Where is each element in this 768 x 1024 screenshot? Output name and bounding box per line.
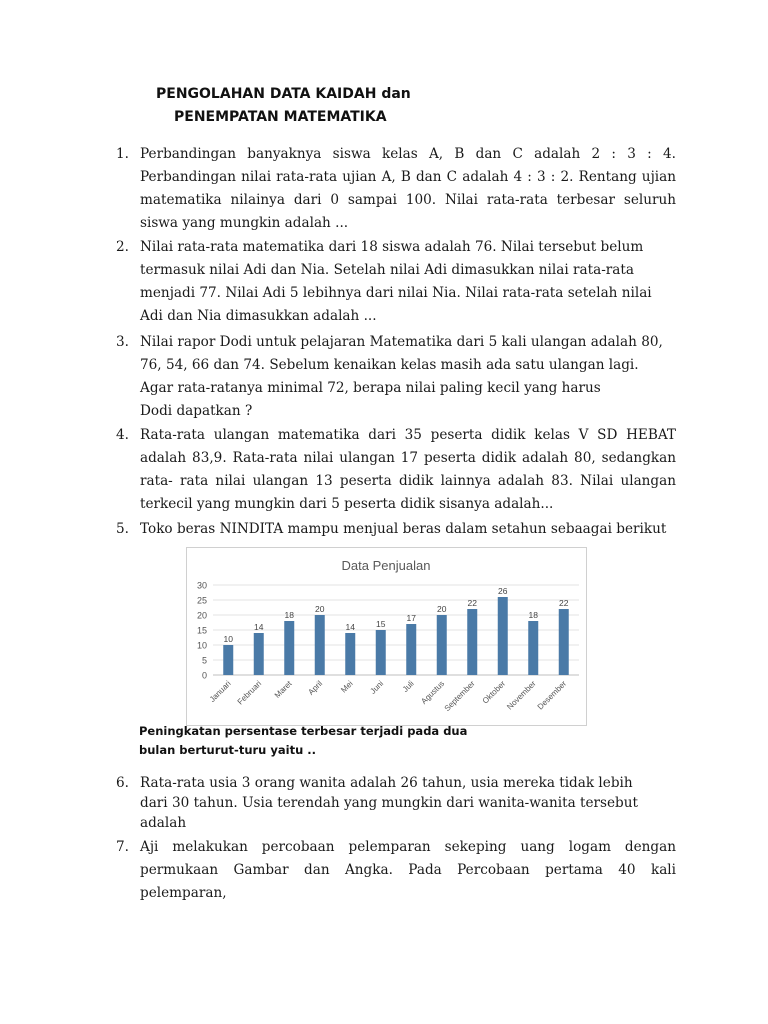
question-7 <box>116 836 676 905</box>
question-line: Rata-rata usia 3 orang wanita adalah 26 tahun, usia mereka tidak lebih <box>140 775 633 791</box>
question-number: 5. <box>116 521 129 537</box>
bar <box>498 597 508 675</box>
bar <box>223 645 233 675</box>
x-tick-label: Agustus <box>419 679 447 706</box>
chart-caption <box>139 722 467 760</box>
question-line: matematika nilainya dari 0 sampai 100. Nilai rata-rata terbesar seluruh <box>140 192 676 208</box>
question-number: 1. <box>116 146 129 162</box>
x-tick-label: Februari <box>235 679 264 707</box>
data-label: 20 <box>315 604 325 614</box>
bar <box>559 609 569 675</box>
x-tick-label: Mei <box>339 679 355 695</box>
question-line: Perbandingan nilai rata-rata ujian A, B dan C adalah 4 : 3 : 2. Rentang ujian <box>140 169 676 185</box>
question-number: 6. <box>116 775 129 791</box>
bar <box>467 609 477 675</box>
question-6 <box>116 773 676 833</box>
chart-title: Data Penjualan <box>341 558 431 573</box>
data-label: 18 <box>284 610 294 620</box>
question-line: adalah <box>140 815 187 831</box>
question-line: Perbandingan banyaknya siswa kelas A, B dan C adalah 2 : 3 : 4. <box>140 146 676 162</box>
question-line: Agar rata-ratanya minimal 72, berapa nilai paling kecil yang harus <box>140 380 601 396</box>
question-line: Nilai rata-rata matematika dari 18 siswa adalah 76. Nilai tersebut belum <box>140 239 644 255</box>
question-line: siswa yang mungkin adalah ... <box>140 215 349 231</box>
bar <box>254 633 264 675</box>
data-label: 18 <box>528 610 538 620</box>
x-tick-label: Oktober <box>480 679 508 706</box>
question-line: Nilai rapor Dodi untuk pelajaran Matematika dari 5 kali ulangan adalah 80, <box>140 334 663 350</box>
question-line: menjadi 77. Nilai Adi 5 lebihnya dari nilai Nia. Nilai rata-rata setelah nilai <box>140 285 652 301</box>
question-number: 4. <box>116 427 129 443</box>
question-line: 76, 54, 66 dan 74. Sebelum kenaikan kelas masih ada satu ulangan lagi. <box>140 357 639 373</box>
chart-bars <box>223 597 569 675</box>
question-1 <box>116 143 676 235</box>
question-line: Aji melakukan percobaan pelemparan sekeping uang logam dengan <box>140 839 676 855</box>
sales-chart-svg <box>187 548 586 725</box>
question-line: permukaan Gambar dan Angka. Pada Percobaan pertama 40 kali pelemparan, <box>140 862 676 901</box>
y-axis-ticks <box>197 581 207 681</box>
question-line: termasuk nilai Adi dan Nia. Setelah nilai Adi dimasukkan nilai rata-rata <box>140 262 634 278</box>
y-tick-label: 10 <box>196 640 207 651</box>
data-label: 26 <box>498 586 508 596</box>
bar <box>528 621 538 675</box>
data-label: 20 <box>437 604 447 614</box>
question-line: adalah 83,9. Rata-rata nilai ulangan 17 peserta didik adalah 80, sedangkan <box>140 450 676 466</box>
y-tick-label: 30 <box>196 580 207 591</box>
question-line: Rata-rata ulangan matematika dari 35 peserta didik kelas V SD HEBAT <box>140 427 676 443</box>
data-label: 14 <box>254 622 264 632</box>
bar <box>315 615 325 675</box>
question-number: 7. <box>116 839 129 855</box>
title-line-2: PENEMPATAN MATEMATIKA <box>174 109 387 125</box>
x-tick-label: November <box>505 679 538 712</box>
data-label: 22 <box>559 598 569 608</box>
caption-line-1: Peningkatan persentase terbesar terjadi pada dua <box>139 724 468 738</box>
x-axis-ticks <box>208 679 569 714</box>
question-2 <box>116 236 676 328</box>
question-line: rata- rata nilai ulangan 13 peserta didik lainnya adalah 83. Nilai ulangan <box>140 473 676 489</box>
bar <box>437 615 447 675</box>
x-tick-label: Maret <box>272 679 294 700</box>
caption-line-2: bulan berturut-turu yaitu .. <box>139 743 316 757</box>
data-label: 17 <box>406 613 416 623</box>
x-tick-label: Juni <box>368 679 386 696</box>
y-tick-label: 15 <box>196 625 207 636</box>
question-line: Dodi dapatkan ? <box>140 403 253 419</box>
y-tick-label: 5 <box>201 655 207 666</box>
data-label: 15 <box>376 619 386 629</box>
bar <box>345 633 355 675</box>
x-tick-label: April <box>306 679 325 697</box>
question-line: Toko beras NINDITA mampu menjual beras dalam setahun sebaagai berikut <box>140 521 667 537</box>
question-5 <box>116 518 676 541</box>
chart-gridlines <box>213 585 579 675</box>
bar <box>406 624 416 675</box>
y-tick-label: 0 <box>201 670 207 681</box>
x-tick-label: Juli <box>400 679 416 694</box>
question-number: 2. <box>116 239 129 255</box>
question-line: dari 30 tahun. Usia terendah yang mungkin dari wanita-wanita tersebut <box>140 795 638 811</box>
x-tick-label: Desember <box>535 679 569 712</box>
bar <box>376 630 386 675</box>
x-tick-label: Januari <box>207 679 233 704</box>
question-line: terkecil yang mungkin dari 5 peserta didik sisanya adalah... <box>140 496 554 512</box>
question-4 <box>116 424 676 516</box>
data-label: 22 <box>467 598 477 608</box>
sales-chart <box>186 547 587 726</box>
title-line-1: PENGOLAHAN DATA KAIDAH dan <box>156 86 411 102</box>
question-line: Adi dan Nia dimasukkan adalah ... <box>140 308 377 324</box>
question-3 <box>116 331 676 423</box>
bar <box>284 621 294 675</box>
question-number: 3. <box>116 334 129 350</box>
y-tick-label: 25 <box>196 595 207 606</box>
data-label: 14 <box>345 622 355 632</box>
data-label: 10 <box>223 634 233 644</box>
y-tick-label: 20 <box>196 610 207 621</box>
x-tick-label: September <box>442 679 477 714</box>
